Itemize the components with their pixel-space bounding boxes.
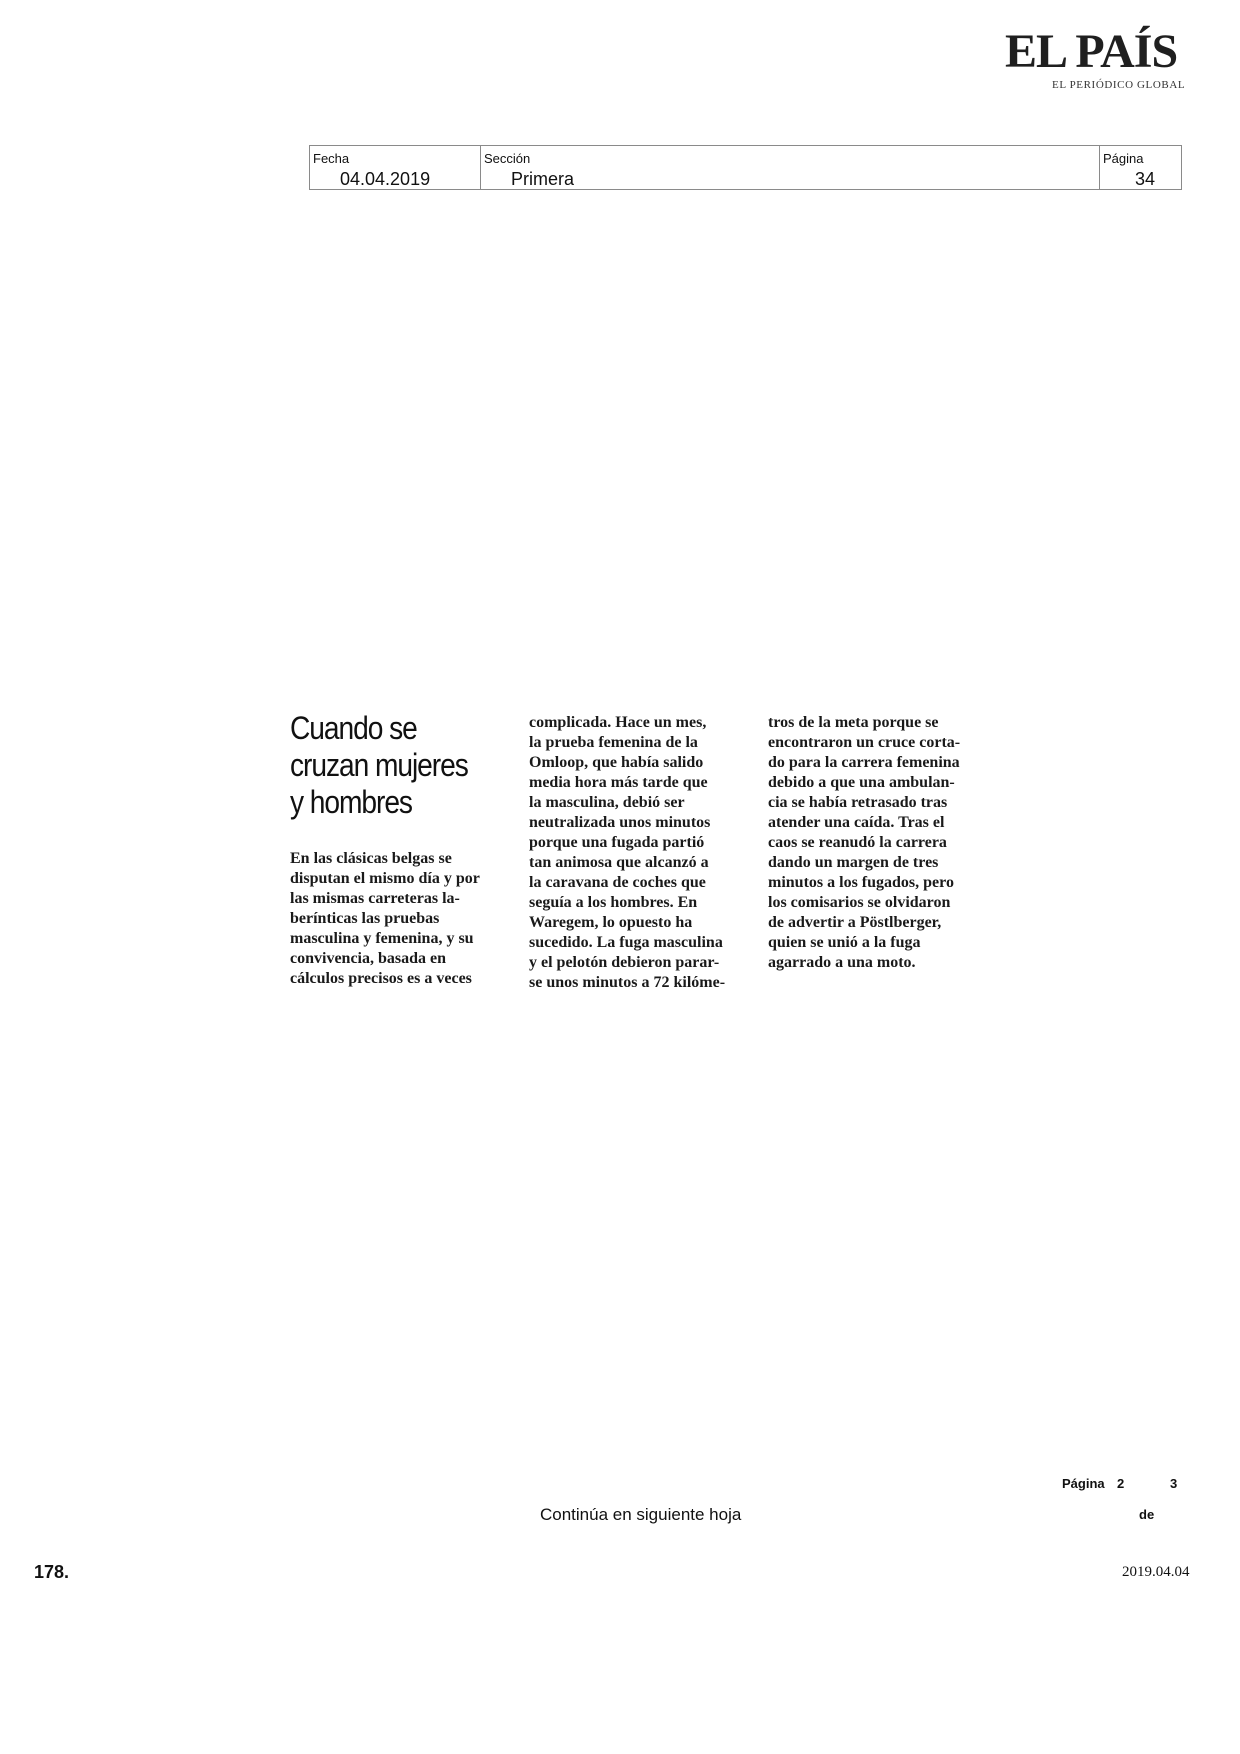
continues-notice: Continúa en siguiente hoja xyxy=(540,1505,742,1524)
masthead-tagline: EL PERIÓDICO GLOBAL xyxy=(1052,79,1186,91)
page-counter-current: 2 xyxy=(1117,1476,1125,1491)
fecha-label: Fecha xyxy=(313,151,350,166)
document-number: 178. xyxy=(34,1562,70,1582)
article-column-2: complicada. Hace un mes, la prueba femenina de la Omloop, que había salido media hora más tarde que la masculina, debió ser neutralizada unos minutos porque una fugada partió tan animosa que alcanzó a la caravana de coches que seguía a los hombres. En Waregem, lo opuesto ha sucedido. La fuga masculina y el pelotón debieron parar- se unos minutos a 72 kilóme- xyxy=(529,714,726,991)
article-headline: Cuando se cruzan mujeres y hombres xyxy=(290,710,468,820)
article xyxy=(290,710,1010,1000)
page-counter xyxy=(1062,1476,1192,1522)
page-counter-total: 3 xyxy=(1170,1476,1178,1491)
article-column-1: En las clásicas belgas se disputan el mismo día y por las mismas carreteras la- berínticas las pruebas masculina y femenina, y su convivencia, basada en cálculos precisos es a veces xyxy=(290,850,480,987)
page-counter-label: Página xyxy=(1062,1476,1105,1491)
fecha-value: 04.04.2019 xyxy=(340,169,431,189)
masthead xyxy=(1005,25,1230,94)
document-date: 2019.04.04 xyxy=(1122,1564,1190,1580)
pagina-cell xyxy=(1099,146,1181,189)
page-counter-de: de xyxy=(1139,1507,1155,1522)
pagina-label: Página xyxy=(1103,151,1144,166)
el-pais-logo: EL PAÍS xyxy=(1005,25,1178,78)
article-column-3: tros de la meta porque se encontraron un cruce corta- do para la carrera femenina debido a que una ambulan- cia se había retrasado tras atender una caída. Tras el caos se reanudó la carrera dando un margen de tres minutos a los fugados, pero los comisarios se olvidaron de advertir a Pöstlberger, quien se unió a la fuga agarrado a una moto. xyxy=(768,714,961,971)
seccion-value: Primera xyxy=(511,169,575,189)
fecha-cell xyxy=(310,146,480,189)
clipping-info-table xyxy=(309,145,1182,190)
seccion-cell xyxy=(480,146,1099,189)
pagina-value: 34 xyxy=(1135,169,1156,189)
seccion-label: Sección xyxy=(484,151,531,166)
